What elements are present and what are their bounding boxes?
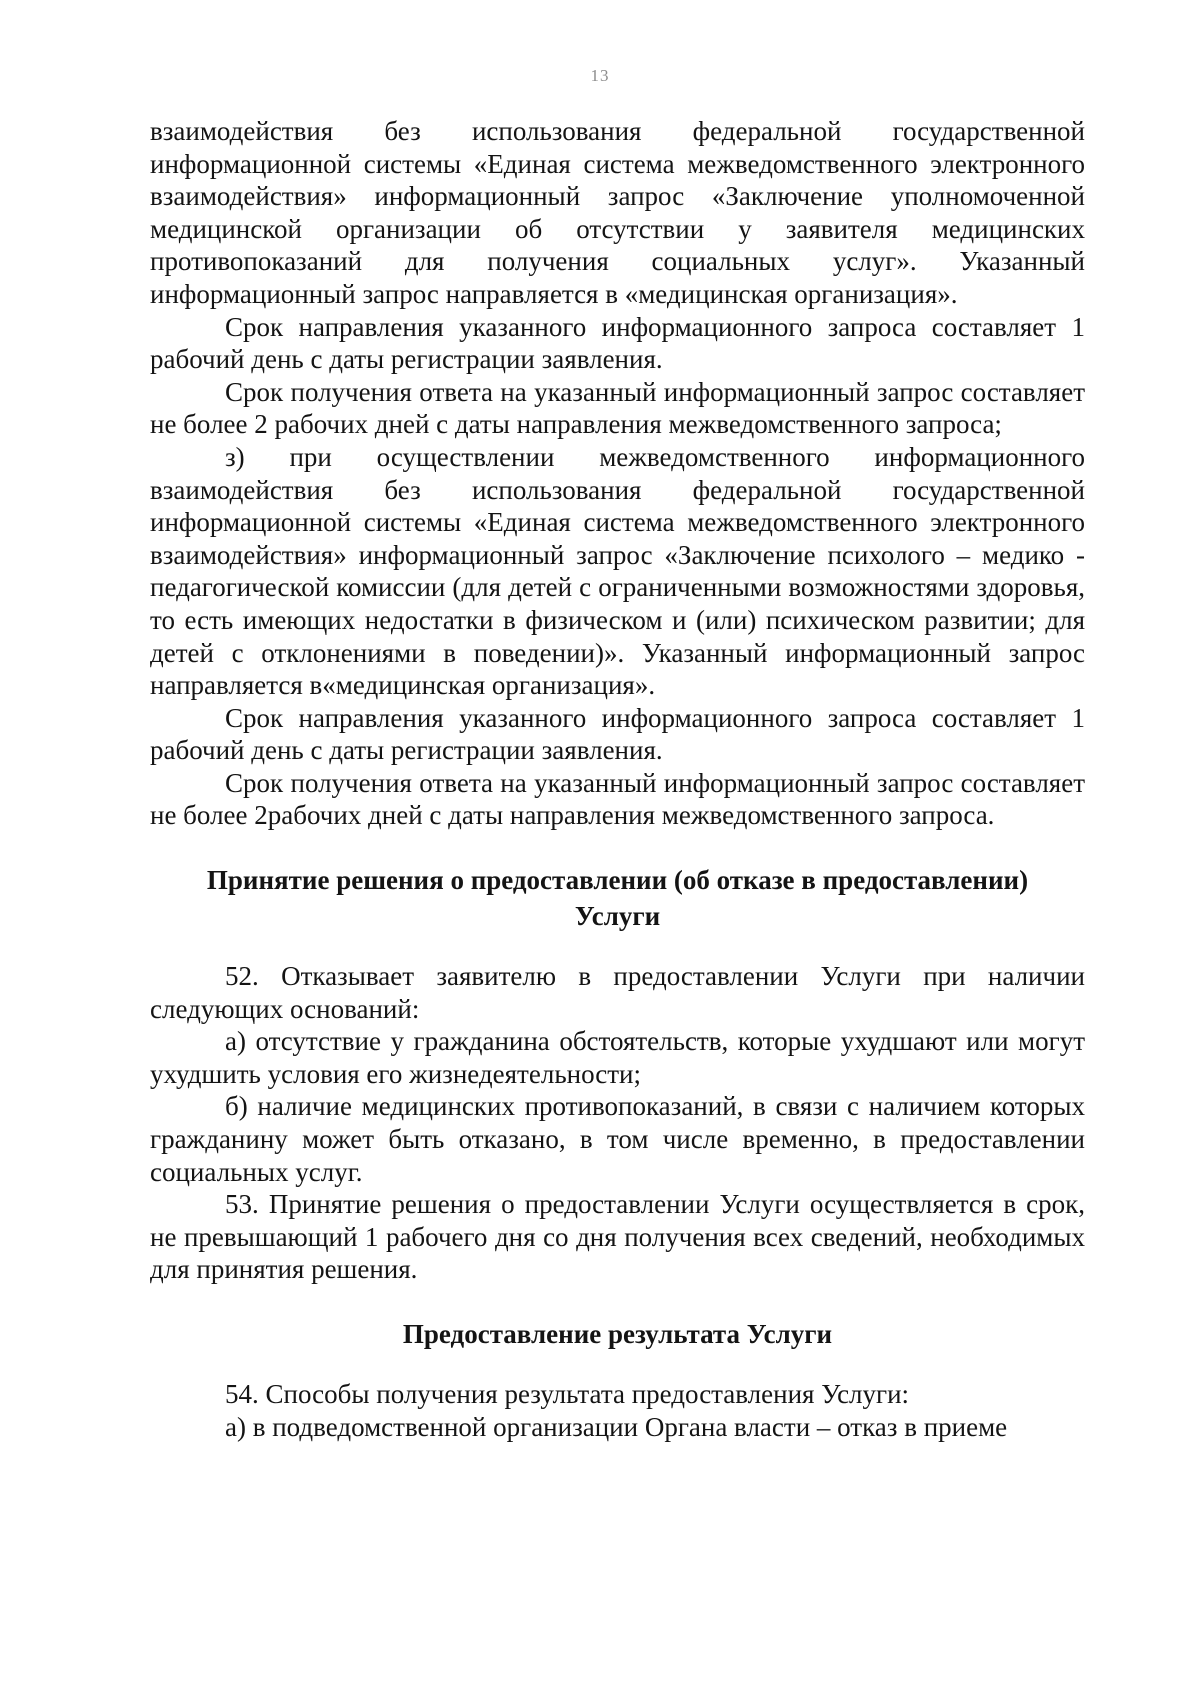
document-body <box>150 115 1085 1443</box>
paragraph-52-a: а) отсутствие у гражданина обстоятельств, которые ухудшают или могут ухудшить условия его жизнедеятельности; <box>150 1026 1085 1089</box>
paragraph-item-z: з) при осуществлении межведомственного информационного взаимодействия без использования федеральной государственной информационной системы «Единая система межведомственного электронного взаимодействия» информационный запрос «Заключение психолого – медико - педагогической комиссии (для детей с ограниченными возможностями здоровья, то есть имеющих недостатки в физическом и (или) психическом развитии; для детей с отклонениями в поведении)». Указанный информационный запрос направляется в«медицинская организация». <box>150 441 1085 701</box>
paragraphs-before-group <box>150 115 1085 832</box>
paragraphs-middle-group <box>150 960 1085 1286</box>
paragraph-sending-term-2: Срок направления указанного информационного запроса составляет 1 рабочий день с даты регистрации заявления. <box>150 702 1085 766</box>
heading-decision-line-2: Услуги <box>574 901 661 932</box>
page-number: 13 <box>590 66 610 85</box>
heading-result: Предоставление результата Услуги <box>402 1319 833 1349</box>
paragraph-request-medical-conclusion: взаимодействия без использования федеральной государственной информационной системы «Единая система межведомственного электронного взаимодействия» информационный запрос «Заключение уполномоченной медицинской организации об отсутствии у заявителя медицинских противопоказаний для получения социальных услуг». Указанный информационный запрос направляется в «медицинская организация». <box>150 116 1085 309</box>
paragraph-52-b: б) наличие медицинских противопоказаний, в связи с наличием которых гражданину может быть отказано, в том числе временно, в предоставлении социальных услуг. <box>150 1091 1085 1187</box>
heading-decision-line-1: Принятие решения о предоставлении (об отказе в предоставлении) <box>206 865 1029 896</box>
paragraph-53: 53. Принятие решения о предоставлении Услуги осуществляется в срок, не превышающий 1 рабочего дня со дня получения всех сведений, необходимых для принятия решения. <box>150 1189 1085 1285</box>
paragraph-response-term-2: Срок получения ответа на указанный информационный запрос составляет не более 2рабочих дней с даты направления межведомственного запроса. <box>150 767 1085 831</box>
paragraph-52: 52. Отказывает заявителю в предоставлении Услуги при наличии следующих оснований: <box>150 961 1085 1024</box>
paragraph-54: 54. Способы получения результата предоставления Услуги: <box>225 1379 910 1409</box>
paragraphs-after-group <box>150 1378 1085 1443</box>
paragraph-response-term-1: Срок получения ответа на указанный информационный запрос составляет не более 2 рабочих дней с даты направления межведомственного запроса; <box>150 376 1085 440</box>
section-heading-decision <box>150 862 1085 934</box>
paragraph-54-a: а) в подведомственной организации Органа власти – отказ в приеме <box>225 1411 1008 1442</box>
paragraph-sending-term-1: Срок направления указанного информационного запроса составляет 1 рабочий день с даты регистрации заявления. <box>150 311 1085 375</box>
section-heading-result <box>150 1316 1085 1352</box>
